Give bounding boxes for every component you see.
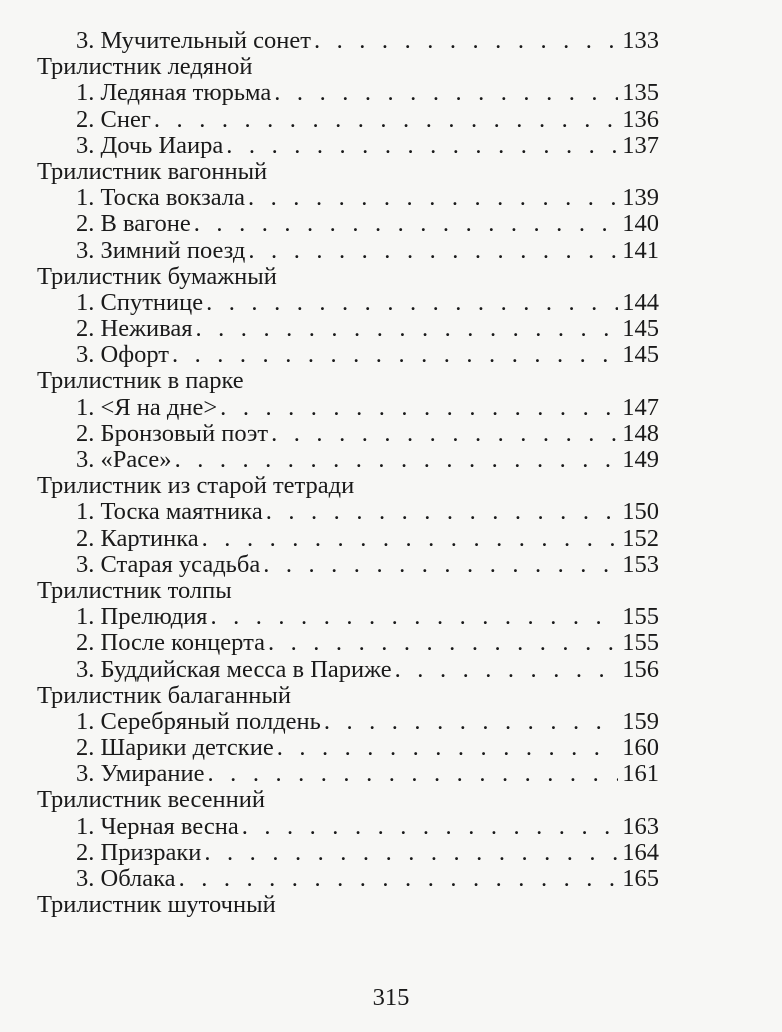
dot-leader [154, 107, 618, 133]
toc-entry-title: 3. «Расе» [76, 446, 172, 473]
toc-entry-title: 1. Прелюдия [76, 603, 208, 631]
toc-entry-title: 3. Буддийская месса в Париже [76, 655, 392, 683]
toc-entry [37, 133, 659, 159]
toc-entry-page: 145 [622, 341, 659, 369]
toc-entry-title: 3. Мучительный сонет [76, 27, 311, 54]
toc-entry-page: 155 [622, 629, 659, 657]
dot-leader [175, 447, 619, 473]
dot-leader [266, 499, 619, 525]
toc-entry-title: 1. Тоска вокзала [76, 184, 245, 212]
toc-entry [37, 238, 659, 264]
dot-leader [208, 761, 619, 787]
toc-entry-page: 136 [622, 105, 659, 133]
toc-section-heading: Трилистник шуточный [37, 891, 276, 919]
toc-entry-page: 160 [622, 734, 659, 762]
toc-entry-title: 2. Снег [76, 105, 151, 133]
toc-entry [37, 814, 659, 840]
toc-entry-title: 1. Спутнице [76, 288, 204, 316]
toc-entry-page: 150 [622, 498, 659, 526]
dot-leader [324, 709, 618, 735]
toc-entry-title: 2. Бронзовый поэт [76, 419, 269, 447]
toc-entry [37, 526, 659, 552]
toc-entry [37, 421, 659, 447]
toc-entry-title: 2. После концерта [76, 629, 265, 657]
toc-entry-page: 165 [622, 865, 659, 892]
toc-entry-page: 156 [622, 655, 659, 683]
toc-entry [37, 342, 659, 368]
toc-entry-page: 139 [622, 184, 659, 212]
toc-entry-page: 145 [622, 315, 659, 343]
toc-entry [37, 447, 659, 473]
toc-entry [37, 28, 659, 54]
toc-entry [37, 499, 659, 525]
toc-entry-title: 1. Тоска маятника [76, 498, 263, 526]
toc-entry-title: 3. Дочь Иаира [76, 131, 224, 159]
toc-entry [37, 316, 659, 342]
toc-section-heading: Трилистник толпы [37, 576, 232, 604]
toc-entry-page: 152 [622, 524, 659, 552]
toc-entry-title: 2. Призраки [76, 838, 202, 866]
dot-leader [277, 735, 619, 761]
toc-entry-title: 2. В вагоне [76, 210, 191, 238]
toc-entry [37, 866, 659, 892]
toc-entry [37, 290, 659, 316]
toc-entry-page: 140 [622, 210, 659, 238]
toc-entry [37, 840, 659, 866]
toc-entry [37, 107, 659, 133]
toc-entry-title: 2. Неживая [76, 315, 193, 343]
dot-leader [202, 526, 619, 552]
dot-leader [206, 290, 618, 316]
toc-entry [37, 630, 659, 656]
dot-leader [274, 80, 618, 106]
dot-leader [314, 28, 618, 54]
toc-entry-page: 148 [622, 419, 659, 447]
toc-entry-title: 3. Облака [76, 865, 176, 892]
toc-entry-title: 3. Умирание [76, 760, 205, 788]
toc-entry-title: 1. Ледяная тюрьма [76, 79, 272, 107]
dot-leader [242, 814, 619, 840]
toc-entry-page: 153 [622, 550, 659, 578]
toc-entry-page: 159 [622, 707, 659, 735]
toc-entry-page: 155 [622, 603, 659, 631]
toc-section-heading: Трилистник бумажный [37, 262, 277, 290]
dot-leader [226, 133, 618, 159]
table-of-contents [37, 28, 659, 918]
dot-leader [196, 316, 619, 342]
dot-leader [268, 630, 618, 656]
toc-section-heading: Трилистник вагонный [37, 157, 268, 185]
toc-section-heading: Трилистник балаганный [37, 681, 291, 709]
toc-section-heading: Трилистник в парке [37, 367, 244, 395]
toc-entry [37, 657, 659, 683]
dot-leader [194, 211, 618, 237]
toc-entry-title: 1. <Я на дне> [76, 393, 218, 421]
toc-entry [37, 735, 659, 761]
toc-entry-page: 144 [622, 288, 659, 316]
dot-leader [271, 421, 618, 447]
toc-entry [37, 604, 659, 630]
toc-entry-title: 3. Старая усадьба [76, 550, 261, 578]
toc-entry-title: 2. Картинка [76, 524, 199, 552]
dot-leader [263, 552, 618, 578]
toc-entry-title: 3. Зимний поезд [76, 236, 246, 264]
dot-leader [220, 395, 618, 421]
toc-entry-page: 161 [622, 760, 659, 788]
toc-entry-page: 164 [622, 838, 659, 866]
toc-section-heading: Трилистник из старой тетради [37, 472, 355, 500]
toc-entry [37, 211, 659, 237]
toc-entry [37, 709, 659, 735]
toc-entry [37, 185, 659, 211]
toc-entry-page: 137 [622, 131, 659, 159]
page-number: 315 [372, 984, 410, 1011]
toc-section-heading: Трилистник весенний [37, 786, 265, 814]
toc-entry [37, 552, 659, 578]
dot-leader [204, 840, 618, 866]
dot-leader [395, 657, 619, 683]
toc-entry-page: 147 [622, 393, 659, 421]
toc-section-heading: Трилистник ледяной [37, 53, 253, 81]
toc-entry-page: 133 [622, 27, 659, 54]
toc-entry-page: 163 [622, 812, 659, 840]
toc-entry-title: 2. Шарики детские [76, 734, 274, 762]
toc-entry [37, 80, 659, 106]
toc-entry-page: 135 [622, 79, 659, 107]
toc-entry-title: 1. Черная весна [76, 812, 239, 840]
dot-leader [210, 604, 618, 630]
toc-entry [37, 395, 659, 421]
toc-entry-title: 3. Офорт [76, 341, 169, 369]
toc-entry-title: 1. Серебряный полдень [76, 707, 321, 735]
dot-leader [179, 866, 619, 892]
toc-entry-page: 149 [622, 446, 659, 473]
dot-leader [248, 238, 618, 264]
dot-leader [248, 185, 618, 211]
toc-entry [37, 761, 659, 787]
toc-entry-page: 141 [622, 236, 659, 264]
dot-leader [172, 342, 618, 368]
